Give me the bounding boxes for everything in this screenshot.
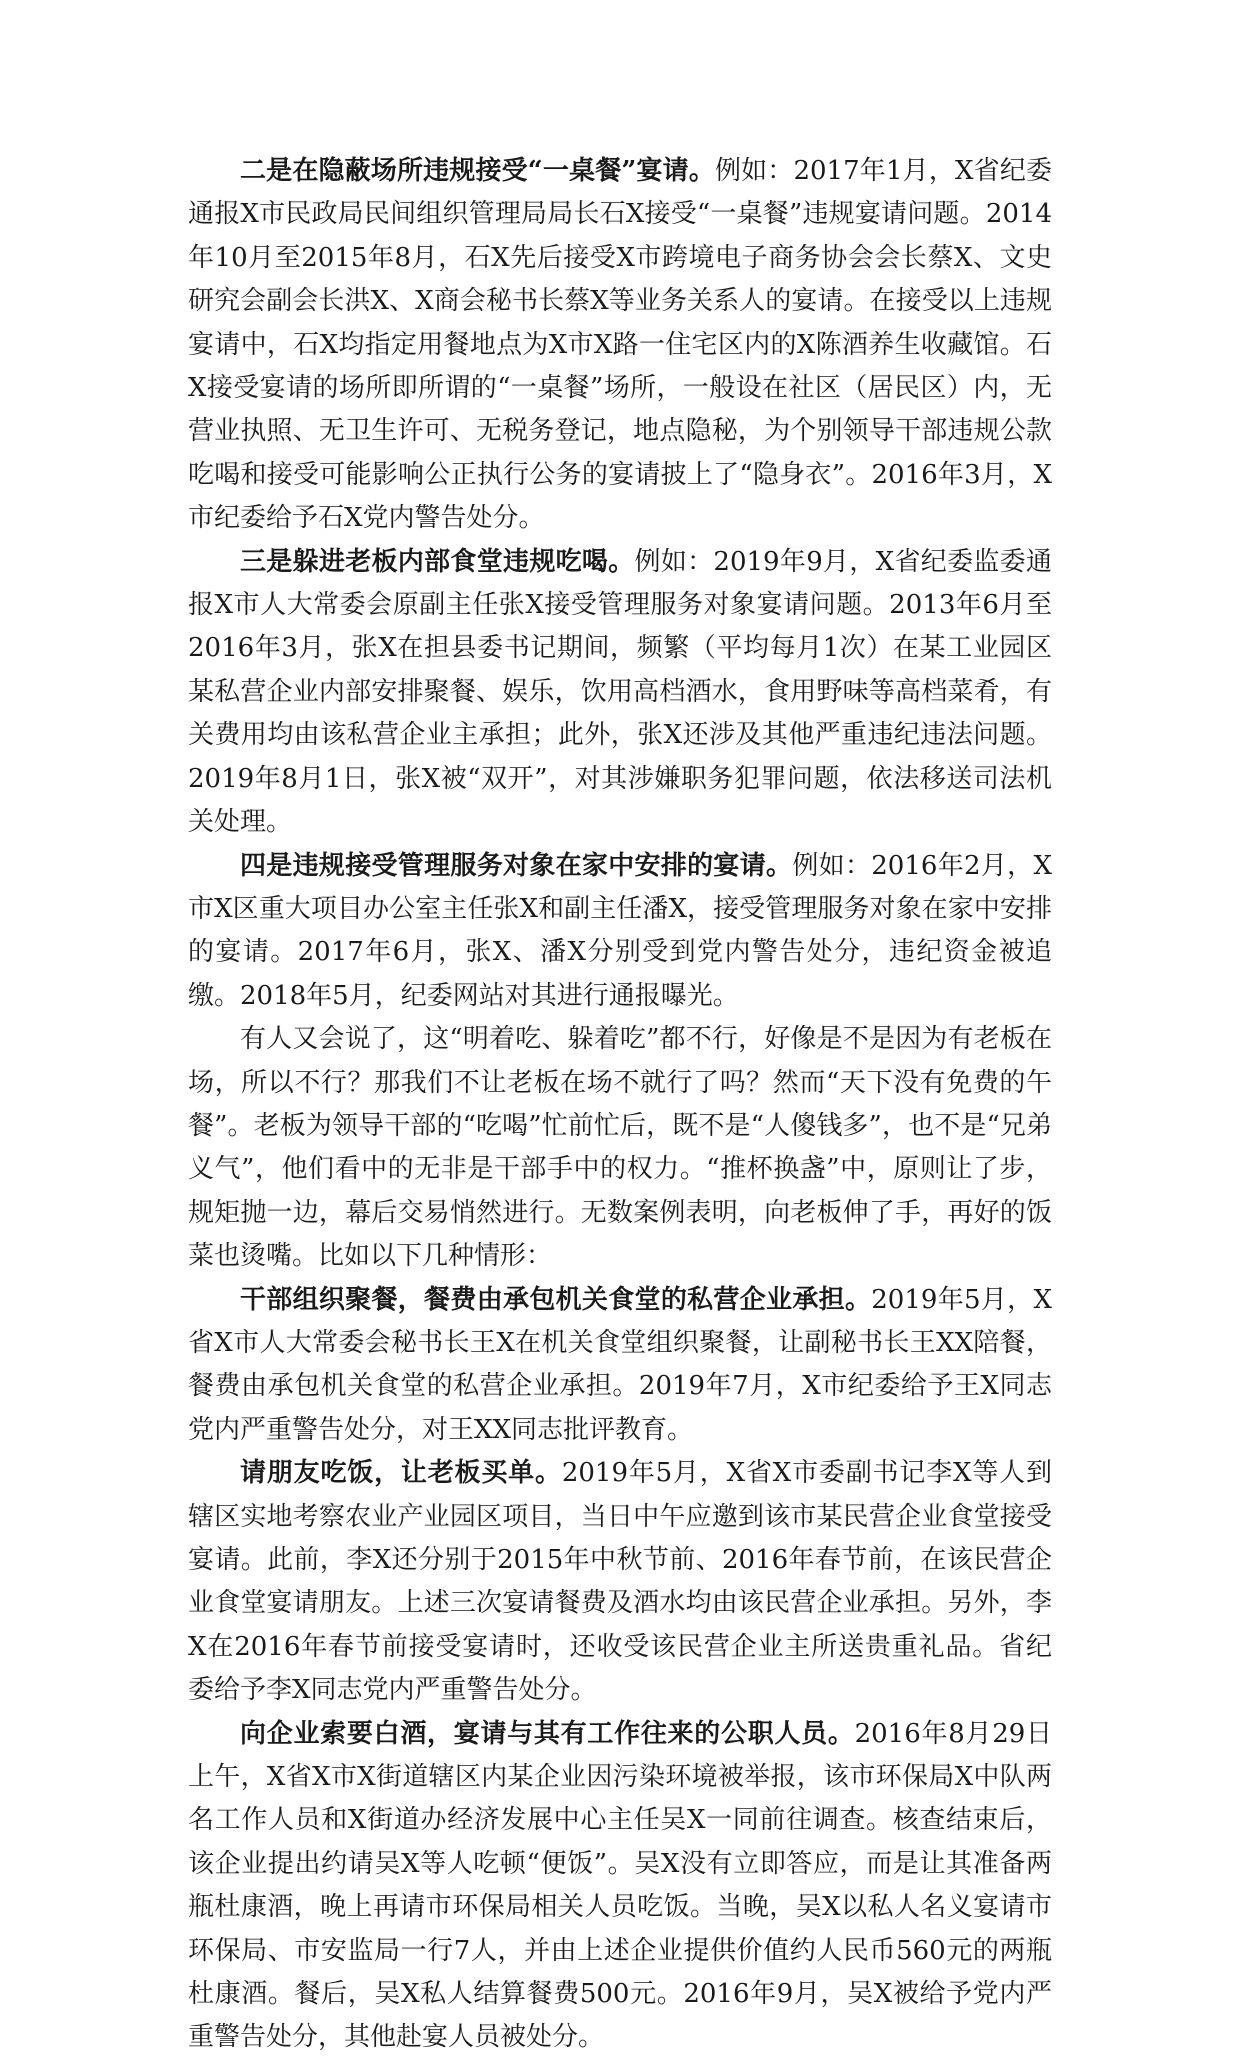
paragraph-lead: 四是违规接受管理服务对象在家中安排的宴请。: [240, 850, 793, 881]
paragraph-body: 例如：2017年1月，X省纪委通报X市民政局民间组织管理局局长石X接受“一桌餐”违规宴请问题。2014年10月至2015年8月，石X先后接受X市跨境电子商务协会会长蔡X、文史研究会副会长洪X、X商会秘书长蔡X等业务关系人的宴请。在接受以上违规宴请中，石X均指定用餐地点为X市X路一住宅区内的X陈酒养生收藏馆。石X接受宴请的场所即所谓的“一桌餐”场所，一般设在社区（居民区）内，无营业执照、无卫生许可、无税务登记，地点隐秘，为个别领导干部违规公款吃喝和接受可能影响公正执行公务的宴请披上了“隐身衣”。2016年3月，X市纪委给予石X党内警告处分。: [188, 156, 1052, 534]
paragraph-lead: 干部组织聚餐，餐费由承包机关食堂的私营企业承担。: [240, 1284, 872, 1315]
paragraph-body: 2019年5月，X省X市委副书记李X等人到辖区实地考察农业产业园区项目，当日中午应邀到该市某民营企业食堂接受宴请。此前，李X还分别于2015年中秋节前、2016年春节前，在该民营企业食堂宴请朋友。上述三次宴请餐费及酒水均由该民营企业承担。另外，李X在2016年春节前接受宴请时，还收受该民营企业主所送贵重礼品。省纪委给予李X同志党内严重警告处分。: [188, 1458, 1052, 1706]
paragraph-body: 例如：2019年9月，X省纪委监委通报X市人大常委会原副主任张X接受管理服务对象宴请问题。2013年6月至2016年3月，张X在担县委书记期间，频繁（平均每月1次）在某工业园区某私营企业内部安排聚餐、娱乐，饮用高档酒水，食用野味等高档菜肴，有关费用均由该私营企业主承担；此外，张X还涉及其他严重违纪违法问题。2019年8月1日，张X被“双开”，对其涉嫌职务犯罪问题，依法移送司法机关处理。: [188, 546, 1052, 838]
paragraph-boss-pays: [188, 1452, 1052, 1712]
paragraph-lead: 三是躲进老板内部食堂违规吃喝。: [240, 546, 635, 577]
paragraph-internal-canteen: [188, 541, 1052, 845]
paragraph-liquor-request: [188, 1713, 1052, 2060]
paragraph-lead: 请朋友吃饭，让老板买单。: [240, 1458, 562, 1489]
paragraph-home-banquet: [188, 845, 1052, 1019]
paragraph-body: 2019年5月，X省X市人大常委会秘书长王X在机关食堂组织聚餐，让副秘书长王XX陪餐，餐费由承包机关食堂的私营企业承担。2019年7月，X市纪委给予王X同志党内严重警告处分，对王XX同志批评教育。: [188, 1284, 1052, 1445]
paragraph-hidden-venue-banquet: [188, 150, 1052, 541]
paragraph-canteen-contractor-pays: [188, 1279, 1052, 1453]
paragraph-lead: 向企业索要白酒，宴请与其有工作往来的公职人员。: [240, 1718, 855, 1749]
document-page: [188, 150, 1052, 2060]
paragraph-body: 例如：2016年2月，X市X区重大项目办公室主任张X和副主任潘X，接受管理服务对象在家中安排的宴请。2017年6月，张X、潘X分别受到党内警告处分，违纪资金被追缴。2018年5月，纪委网站对其进行通报曝光。: [188, 850, 1052, 1011]
paragraph-body: 2016年8月29日上午，X省X市X街道辖区内某企业因污染环境被举报，该市环保局X中队两名工作人员和X街道办经济发展中心主任吴X一同前往调查。核查结束后，该企业提出约请吴X等人吃顿“便饭”。吴X没有立即答应，而是让其准备两瓶杜康酒，晚上再请市环保局相关人员吃饭。当晚，吴X以私人名义宴请市环保局、市安监局一行7人，并由上述企业提供价值约人民币560元的两瓶杜康酒。餐后，吴X私人结算餐费500元。2016年9月，吴X被给予党内严重警告处分，其他赴宴人员被处分。: [188, 1718, 1052, 2053]
paragraph-body: 有人又会说了，这“明着吃、躲着吃”都不行，好像是不是因为有老板在场，所以不行？那我们不让老板在场不就行了吗？然而“天下没有免费的午餐”。老板为领导干部的“吃喝”忙前忙后，既不是“人傻钱多”，也不是“兄弟义气”，他们看中的无非是干部手中的权力。“推杯换盏”中，原则让了步，规矩抛一边，幕后交易悄然进行。无数案例表明，向老板伸了手，再好的饭菜也烫嘴。比如以下几种情形：: [188, 1024, 1052, 1272]
paragraph-no-free-lunch: [188, 1018, 1052, 1278]
paragraph-lead: 二是在隐蔽场所违规接受“一桌餐”宴请。: [240, 156, 715, 186]
